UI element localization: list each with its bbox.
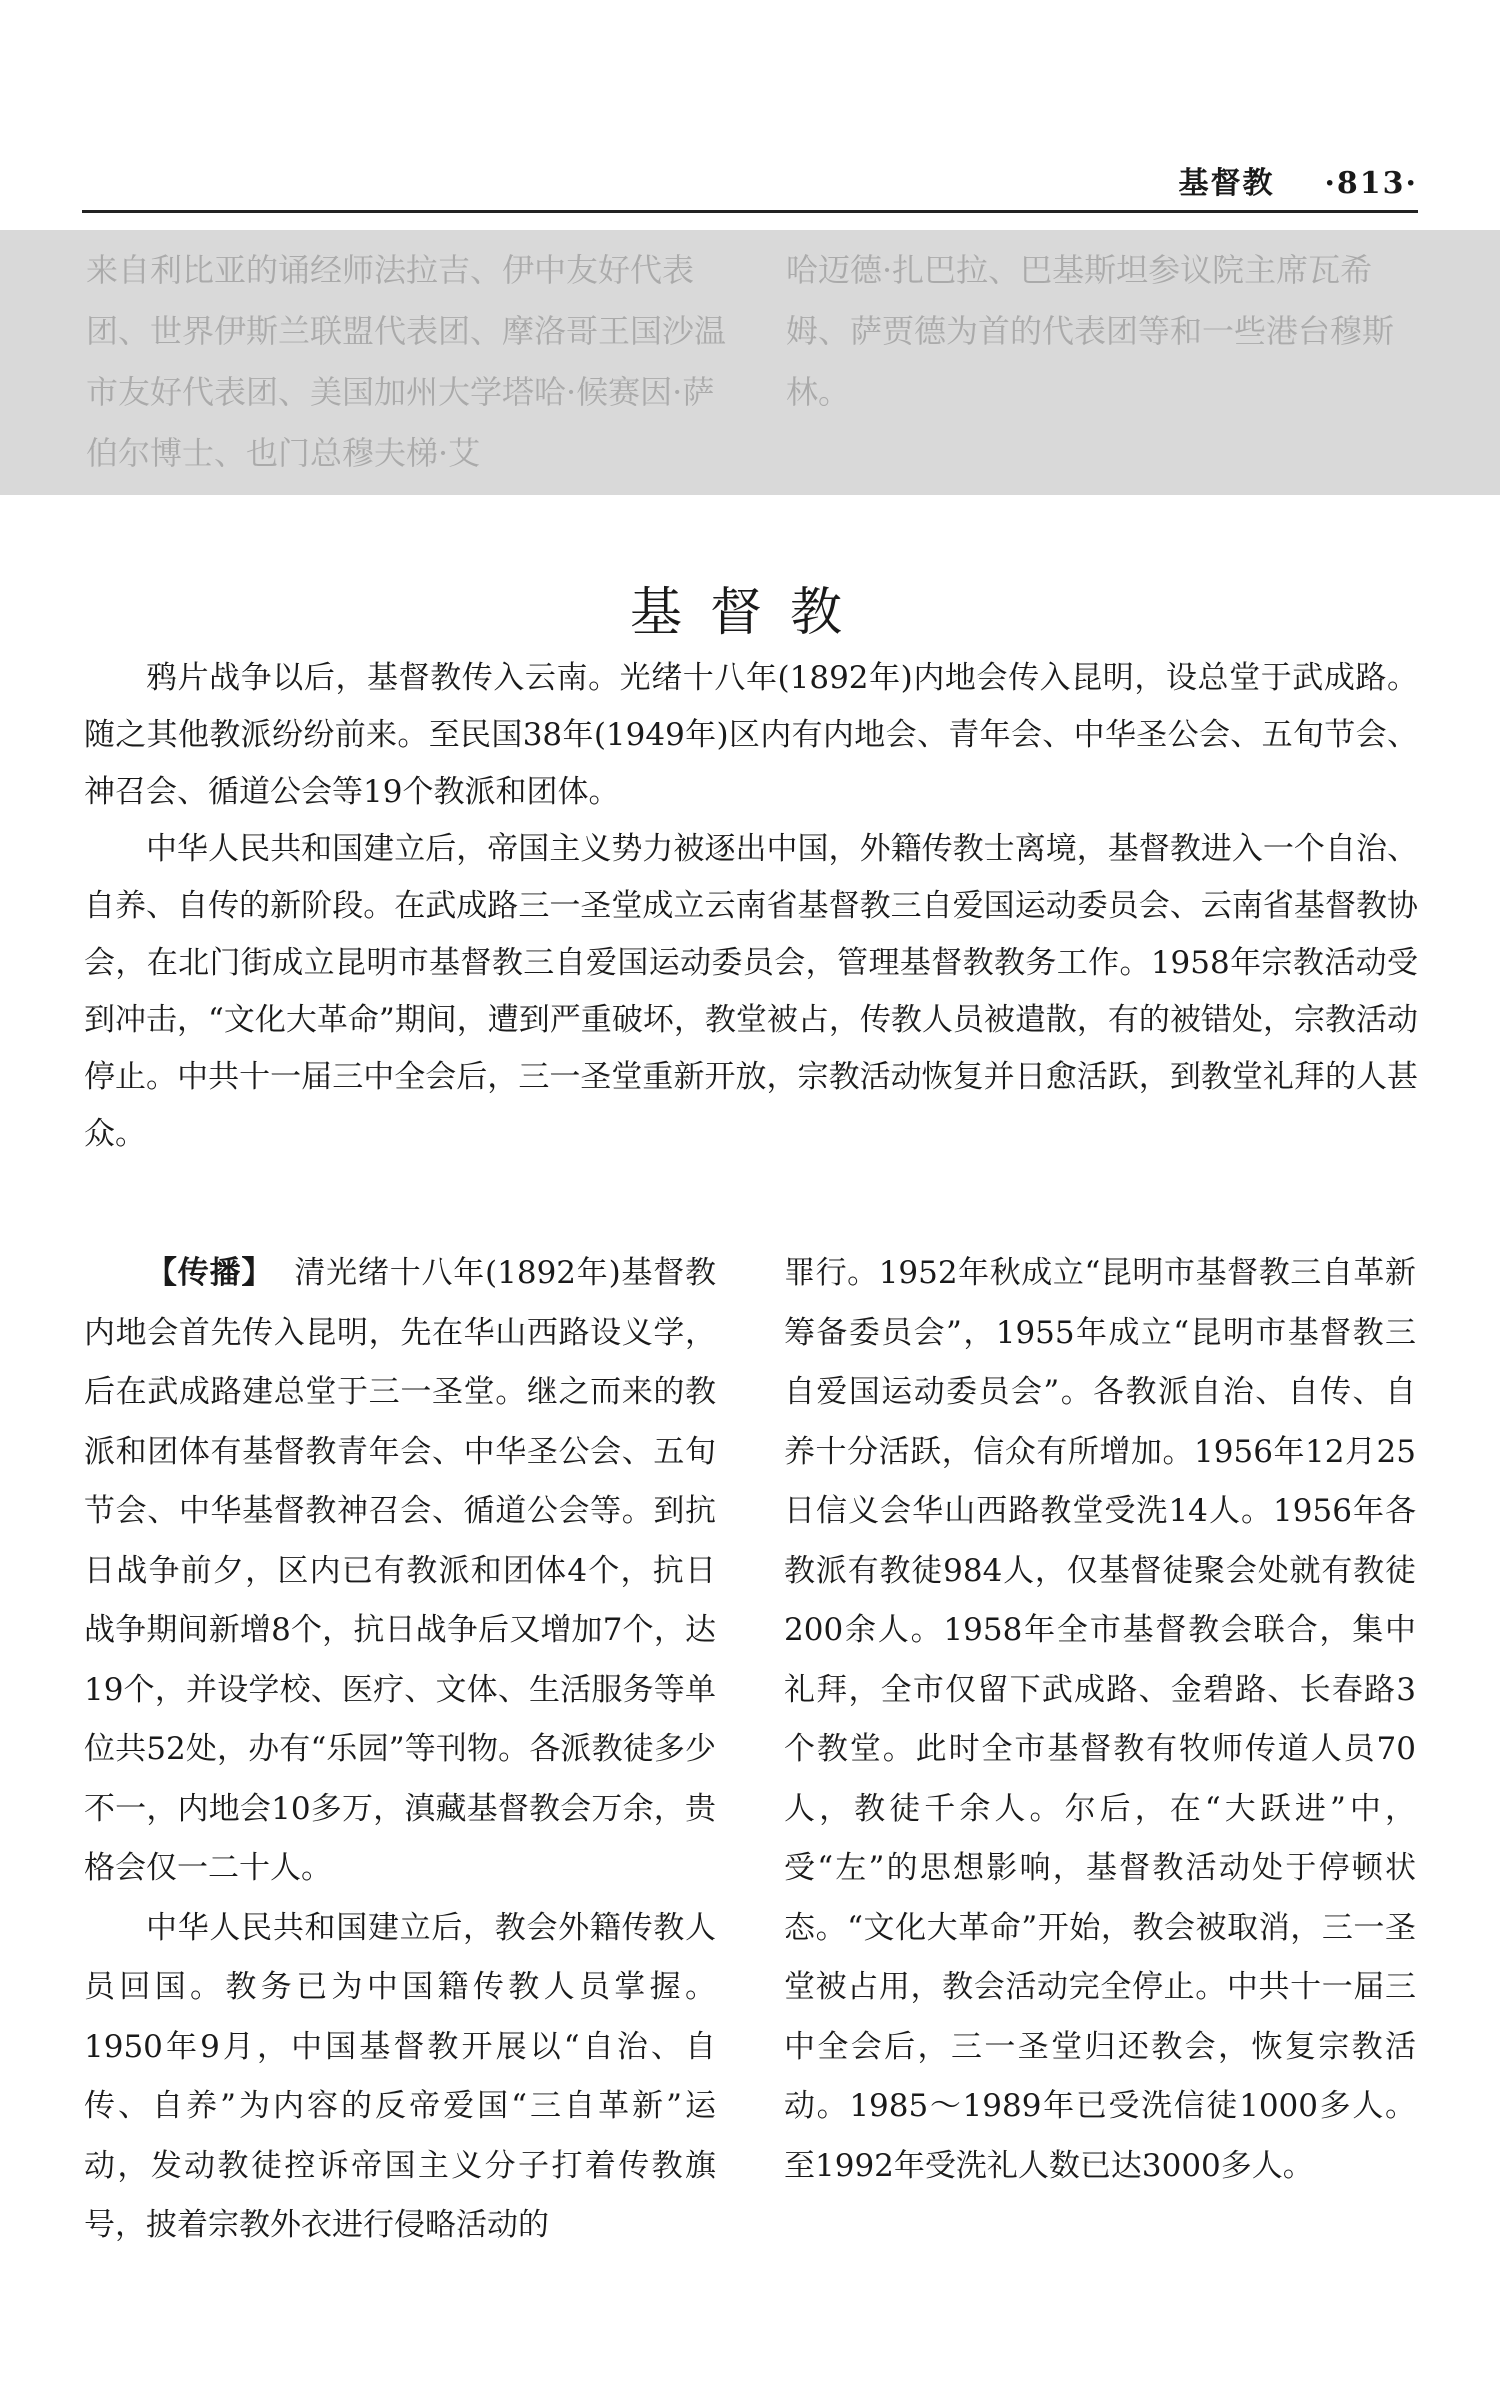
section-heading: 【传播】: [146, 1255, 274, 1291]
left-column: [84, 1244, 716, 2256]
right-column: [784, 1244, 1416, 2196]
running-head: [0, 158, 1418, 202]
previous-section-right-text: 哈迈德·扎巴拉、巴基斯坦参议院主席瓦希姆、萨贾德为首的代表团等和一些港台穆斯林。: [786, 251, 1395, 411]
header-rule: [82, 210, 1418, 213]
previous-section-left-text: 来自利比亚的诵经师法拉吉、伊中友好代表团、世界伊斯兰联盟代表团、摩洛哥王国沙温市友好代表团、美国加州大学塔哈·候赛因·萨伯尔博士、也门总穆夫梯·艾: [86, 251, 727, 472]
running-head-title: 基督教: [1178, 166, 1275, 201]
body-paragraph: 中华人民共和国建立后，教会外籍传教人员回国。教务已为中国籍传教人员掌握。1950年9月，中国基督教开展以“自治、自传、自养”为内容的反帝爱国“三自革新”运动，发动教徒控诉帝国主义分子打着传教旗号，披着宗教外衣进行侵略活动的: [84, 1909, 716, 2243]
body-text: 清光绪十八年(1892年)基督教内地会首先传入昆明，先在华山西路设义学，后在武成路建总堂于三一圣堂。继之而来的教派和团体有基督教青年会、中华圣公会、五旬节会、中华基督教神召会、循道公会等。到抗日战争前夕，区内已有教派和团体4个，抗日战争期间新增8个，抗日战争后又增加7个，达19个，并设学校、医疗、文体、生活服务等单位共52处，办有“乐园”等刊物。各派教徒多少不一，内地会10多万，滇藏基督教会万余，贵格会仅一二十人。: [84, 1255, 716, 1886]
intro-paragraph: 中华人民共和国建立后，帝国主义势力被逐出中国，外籍传教士离境，基督教进入一个自治、自养、自传的新阶段。在武成路三一圣堂成立云南省基督教三自爱国运动委员会、云南省基督教协会，在北门街成立昆明市基督教三自爱国运动委员会，管理基督教教务工作。1958年宗教活动受到冲击，“文化大革命”期间，遭到严重破坏，教堂被占，传教人员被遣散，有的被错处，宗教活动停止。中共十一届三中全会后，三一圣堂重新开放，宗教活动恢复并日愈活跃，到教堂礼拜的人甚众。: [84, 831, 1418, 1152]
intro-paragraph: 鸦片战争以后，基督教传入云南。光绪十八年(1892年)内地会传入昆明，设总堂于武成路。随之其他教派纷纷前来。至民国38年(1949年)区内有内地会、青年会、中华圣公会、五旬节会、神召会、循道公会等19个教派和团体。: [84, 660, 1418, 810]
article-title: 基督教: [629, 582, 870, 643]
article-intro: [84, 650, 1418, 1163]
body-paragraph: [84, 1244, 716, 1899]
page-number: ·813·: [1324, 166, 1418, 201]
body-paragraph: 罪行。1952年秋成立“昆明市基督教三自革新筹备委员会”，1955年成立“昆明市基督教三自爱国运动委员会”。各教派自治、自传、自养十分活跃，信众有所增加。1956年12月25日信义会华山西路教堂受洗14人。1956年各教派有教徒984人，仅基督徒聚会处就有教徒200余人。1958年全市基督教会联合，集中礼拜，全市仅留下武成路、金碧路、长春路3个教堂。此时全市基督教有牧师传道人员70人，教徒千余人。尔后，在“大跃进”中，受“左”的思想影响，基督教活动处于停顿状态。“文化大革命”开始，教会被取消，三一圣堂被占用，教会活动完全停止。中共十一届三中全会后，三一圣堂归还教会，恢复宗教活动。1985～1989年已受洗信徒1000多人。至1992年受洗礼人数已达3000多人。: [784, 1255, 1416, 2184]
previous-section-continuation: [0, 230, 1500, 495]
